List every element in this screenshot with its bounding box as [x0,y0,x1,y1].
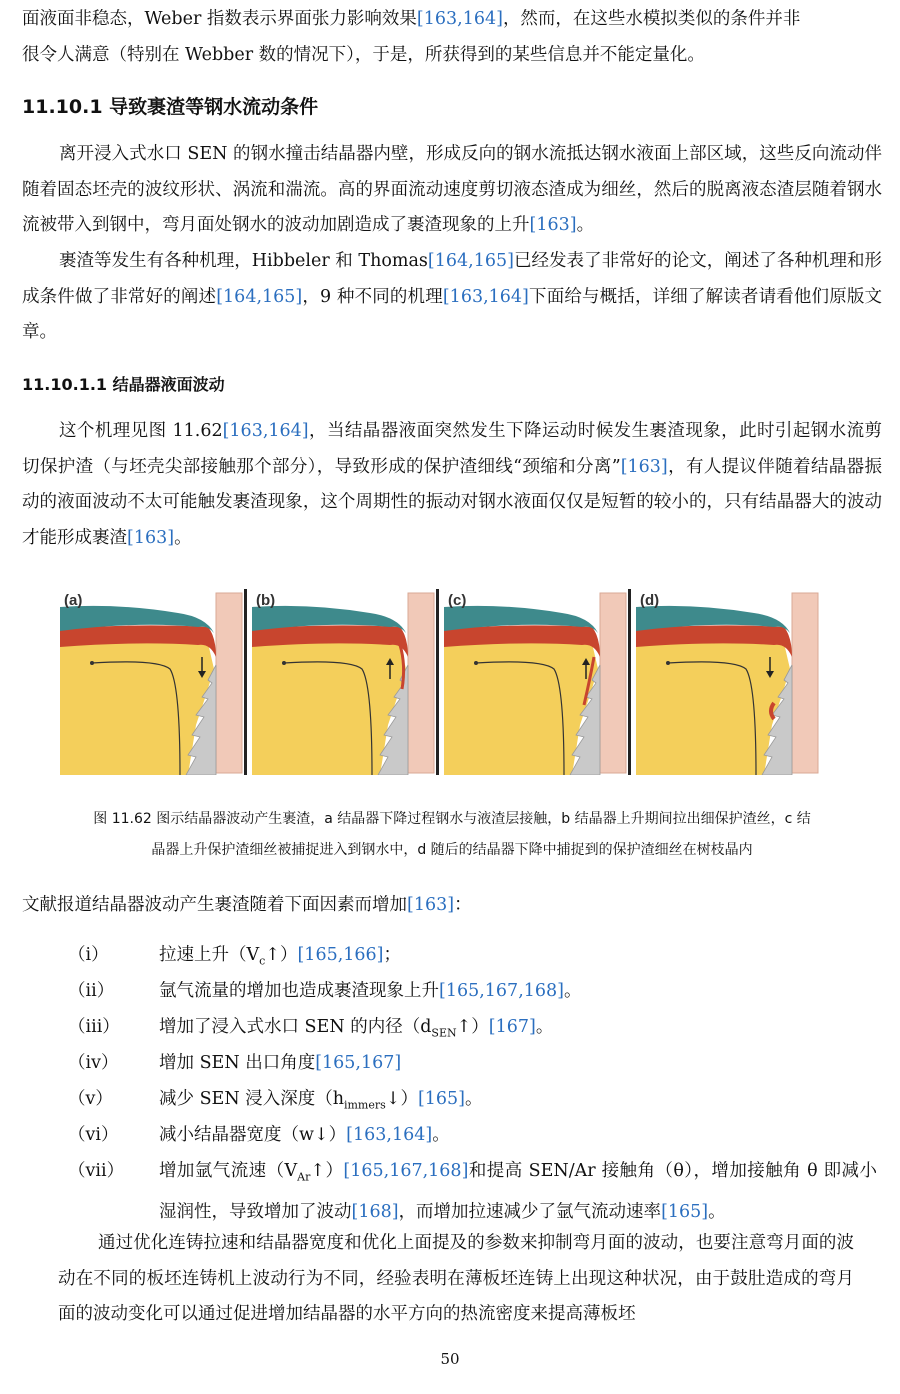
list-number: （ii） [68,981,115,1001]
subscript: immers [343,1098,386,1112]
list-number: （v） [68,1089,113,1109]
text-run: 。 [576,215,595,235]
text-run: 裹渣等发生有各种机理，Hibbeler 和 Thomas [59,251,428,271]
text-run: ，然而，在这些水模拟类似的条件并非 [502,9,801,29]
text-run: 下面给与概括，详细了解读者请看他们原版文章。 [22,286,883,342]
text-run: 。 [432,1125,450,1145]
citation-link[interactable]: [165] [417,1089,466,1109]
text-run: ，而增加拉速减少了氩气流动速率 [398,1202,662,1222]
text-run: 这个机理见图 11.62 [59,421,223,441]
text-run: 很令人满意（特别在 Webber 数的情况下），于是，所获得到的某些信息并不能定量化。 [22,44,705,65]
panel-label: (a) [64,592,83,609]
text-run: 。 [564,981,582,1001]
text-run: 。 [174,527,192,548]
citation-link[interactable]: [163,164] [346,1125,433,1145]
panel-label: (c) [448,592,467,609]
list-number: （i） [68,945,109,965]
citation-link[interactable]: [163,164] [416,9,503,29]
figure-panel-c [442,585,631,775]
text-run: 增加氩气流速（V [159,1161,298,1181]
list-number: （vi） [68,1125,119,1145]
citation-link[interactable]: [165,167,168] [343,1161,469,1181]
figure-panel-d [634,585,823,775]
citation-link[interactable]: [163] [620,456,668,477]
text-run: ，当结晶器液面突然发生下降运动时候发生裹渣现象，此时引起钢水流剪切保护渣（与坯壳尖部接触那个部分），导致形成的保护渣细线“颈缩和分离” [22,421,882,477]
subscript: Ar [297,1170,311,1184]
citation-link[interactable]: [165,167] [315,1053,402,1073]
list-number: （iv） [68,1053,119,1073]
citation-link[interactable]: [163] [529,215,577,235]
citation-link[interactable]: [163,164] [222,421,309,441]
citation-link[interactable]: [163,164] [442,286,529,307]
text-run: 增加 SEN 出口角度 [159,1053,316,1073]
text-run: 增加了浸入式水口 SEN 的内径（d [159,1017,432,1037]
section-heading: 11.10.1 导致裹渣等钢水流动条件 [22,96,319,118]
subsection-heading: 11.10.1.1 结晶器液面波动 [22,375,225,394]
subscript: c [259,954,266,968]
figure-panel-a [58,585,247,775]
paragraph-2 [22,244,882,351]
text-run: ↑） [310,1161,344,1181]
text-run: ↓） [385,1089,418,1109]
paragraph-3 [22,414,882,556]
text-run: 。 [465,1089,483,1109]
text-run: ，9 种不同的机理 [302,286,443,307]
text-run: ↑） [456,1017,489,1037]
citation-link[interactable]: [163] [407,895,455,915]
paragraph-1 [22,137,882,244]
paragraph-4 [22,888,882,924]
text-run: 。 [535,1017,554,1037]
text-run: 。 [708,1202,726,1222]
caption-line: 晶器上升保护渣细丝被捕捉进入到钢水中，d 随后的结晶器下降中捕捉到的保护渣细丝在树枝晶内 [151,842,753,858]
paragraph-intro [22,2,882,73]
page-number: 50 [440,1350,460,1368]
citation-link[interactable]: [164,165] [427,251,514,271]
subscript: SEN [431,1026,457,1040]
citation-link[interactable]: [165,167,168] [439,981,564,1001]
citation-link[interactable]: [163] [127,527,175,548]
text-run: ； [383,945,402,965]
figure-mold-oscillation [58,585,828,775]
figure-panel-b [250,585,439,775]
panel-label: (b) [256,592,276,609]
text-run: 已经发表了非常好的论文，阐述了各种机理和形成条件做了非常好的阐述 [22,251,882,307]
text-run: 拉速上升（V [159,945,260,965]
text-run: 和提高 SEN/Ar 接触角（θ），增加接触角 θ 即减小湿润性，导致增加了波动 [159,1161,877,1222]
text-run: 减少 SEN 浸入深度（h [159,1089,344,1109]
figure-caption [22,804,882,866]
text-run: 氩气流量的增加也造成裹渣现象上升 [159,981,439,1001]
list-number: （vii） [68,1161,125,1181]
text-run: ，有人提议伴随着结晶器振动的液面波动不太可能触发裹渣现象，这个周期性的振动对钢水液面仅仅是短暂的较小的，只有结晶器大的波动才能形成裹渣 [22,456,883,548]
citation-link[interactable]: [168] [351,1202,399,1222]
citation-link[interactable]: [165,166] [297,945,384,965]
citation-link[interactable]: [165] [661,1202,709,1222]
caption-line: 图 11.62 图示结晶器波动产生裹渣，a 结晶器下降过程钢水与液渣层接触，b 结晶器上升期间拉出细保护渣丝，c 结 [93,811,811,827]
citation-link[interactable]: [167] [488,1017,536,1037]
citation-link[interactable]: [164,165] [216,286,303,307]
text-run: 减小结晶器宽度（w↓） [159,1125,347,1145]
paragraph-5: 通过优化连铸拉速和结晶器宽度和优化上面提及的参数来抑制弯月面的波动，也要注意弯月面的波动在不同的板坯连铸机上波动行为不同，经验表明在薄板坯连铸上出现这种状况，由于鼓肚造成的弯月面的波动变化可以通过促进增加结晶器的水平方向的热流密度来提高薄板坯 [58,1233,854,1324]
text-run: ↑） [265,945,298,965]
text-run: 离开浸入式水口 SEN 的钢水撞击结晶器内壁，形成反向的钢水流抵达钢水液面上部区域，这些反向流动伴随着固态坯壳的波纹形状、涡流和湍流。高的界面流动速度剪切液态渣成为细丝，然后的脱离液态渣层随着钢水流被带入到钢中，弯月面处钢水的波动加剧造成了裹渣现象的上升 [22,144,882,235]
text-run: 文献报道结晶器波动产生裹渣随着下面因素而增加 [22,895,407,915]
list-number: （iii） [68,1017,120,1037]
text-run: 面液面非稳态，Weber 指数表示界面张力影响效果 [22,9,417,29]
panel-label: (d) [640,592,660,609]
text-run: ： [454,895,472,915]
